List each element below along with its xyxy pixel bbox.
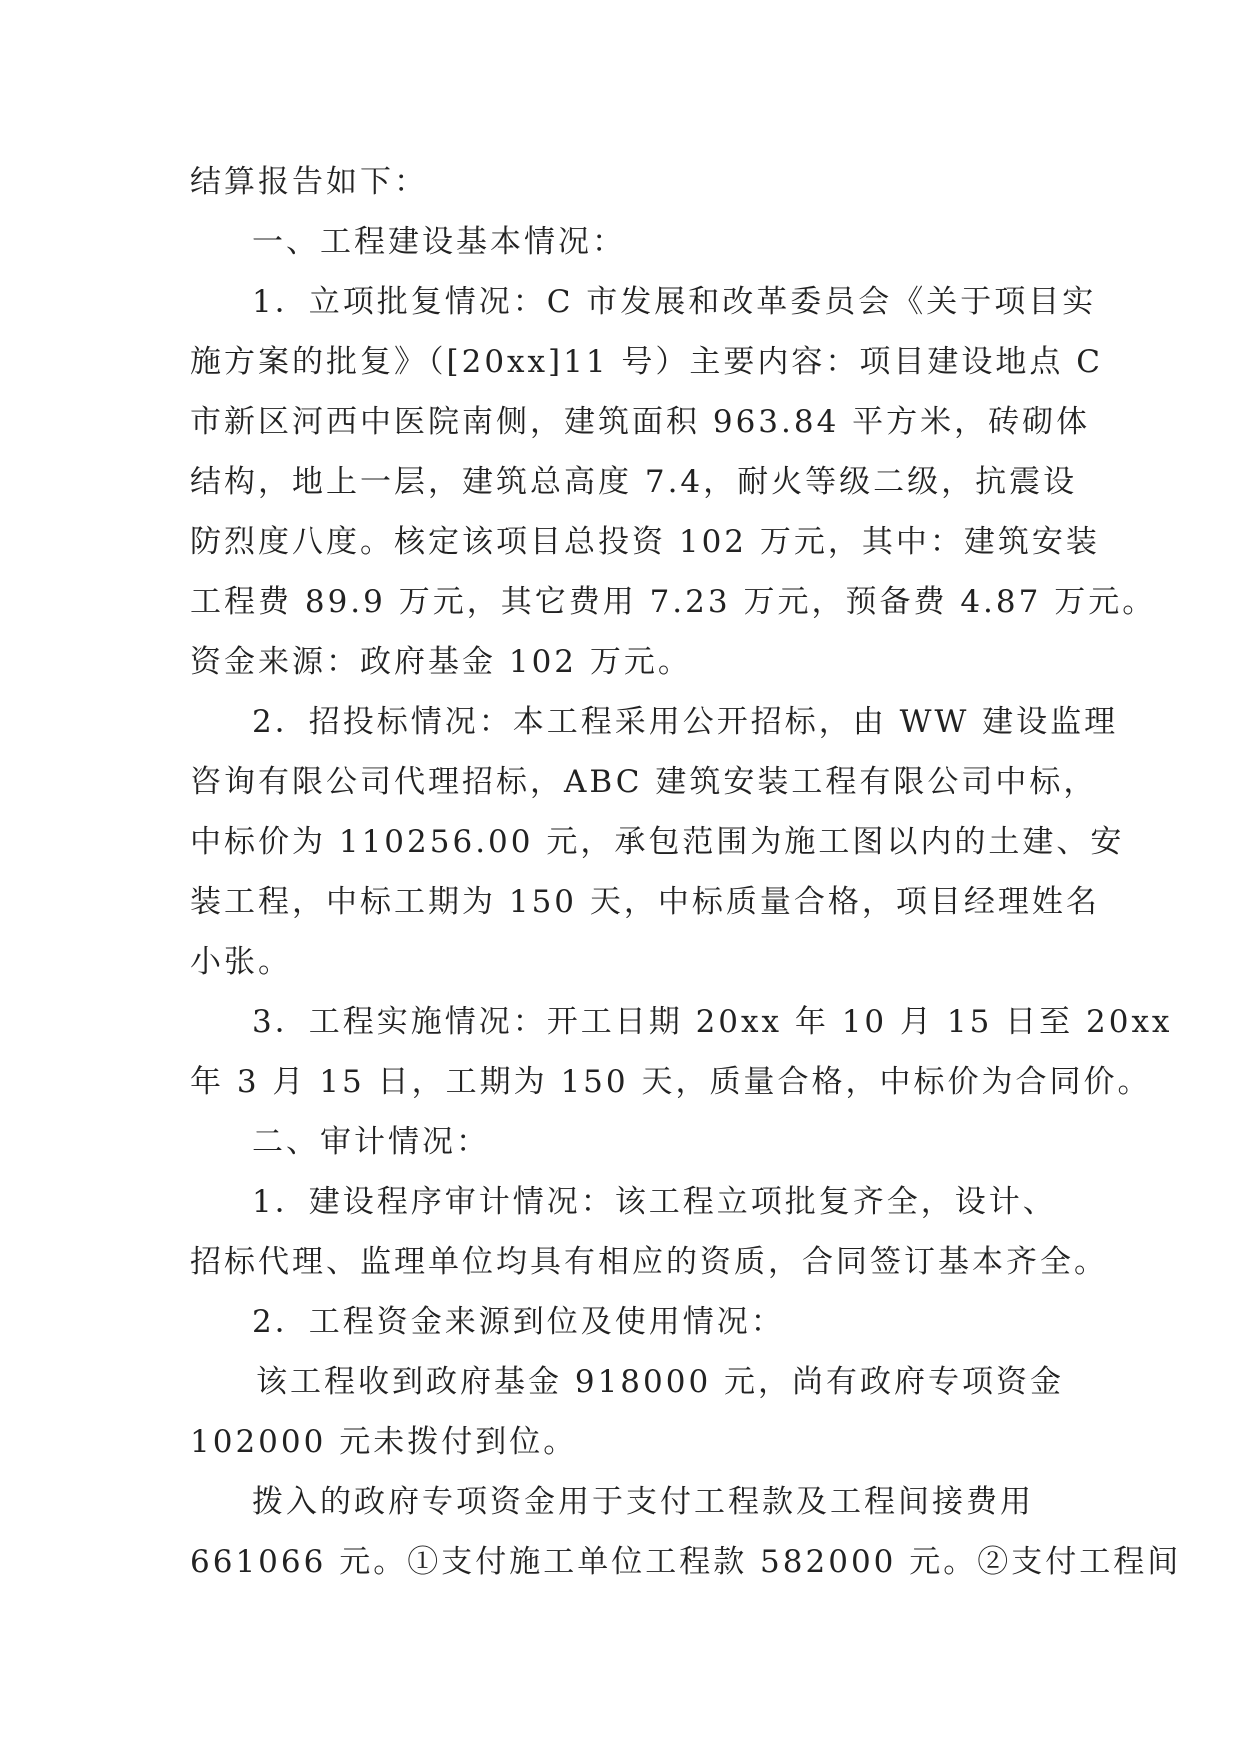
text-line-3: 1．立项批复情况：C 市发展和改革委员会《关于项目实 [252, 284, 1097, 320]
text-line-7: 防烈度八度。核定该项目总投资 102 万元，其中：建筑安装 [190, 524, 1100, 560]
text-line-8: 工程费 89.9 万元，其它费用 7.23 万元，预备费 4.87 万元。 [190, 584, 1157, 620]
text-line-1: 结算报告如下： [190, 164, 428, 200]
text-line-24: 661066 元。①支付施工单位工程款 582000 元。②支付工程间 [190, 1544, 1182, 1580]
text-line-10: 2．招投标情况：本工程采用公开招标，由 WW 建设监理 [252, 704, 1119, 740]
document-body [190, 152, 1182, 1592]
text-line-18: 1．建设程序审计情况：该工程立项批复齐全，设计、 [252, 1184, 1057, 1220]
section-heading-2: 二、审计情况： [252, 1124, 490, 1160]
text-line-4: 施方案的批复》（[20xx]11 号）主要内容：项目建设地点 C [190, 344, 1103, 380]
text-line-16: 年 3 月 15 日，工期为 150 天，质量合格，中标价为合同价。 [190, 1064, 1152, 1100]
text-line-9: 资金来源：政府基金 102 万元。 [190, 644, 692, 680]
text-line-13: 装工程，中标工期为 150 天，中标质量合格，项目经理姓名 [190, 884, 1100, 920]
text-line-19: 招标代理、监理单位均具有相应的资质，合同签订基本齐全。 [190, 1244, 1108, 1280]
text-line-11: 咨询有限公司代理招标，ABC 建筑安装工程有限公司中标， [190, 764, 1098, 800]
text-line-5: 市新区河西中医院南侧，建筑面积 963.84 平方米，砖砌体 [190, 404, 1091, 440]
text-line-23: 拨入的政府专项资金用于支付工程款及工程间接费用 [252, 1484, 1034, 1520]
text-line-14: 小张。 [190, 944, 292, 980]
text-line-6: 结构，地上一层，建筑总高度 7.4，耐火等级二级，抗震设 [190, 464, 1078, 500]
text-line-15: 3．工程实施情况：开工日期 20xx 年 10 月 15 日至 20xx [252, 1004, 1173, 1040]
text-line-22: 102000 元未拨付到位。 [190, 1424, 578, 1460]
text-line-21: 该工程收到政府基金 918000 元，尚有政府专项资金 [256, 1364, 1065, 1400]
section-heading-1: 一、工程建设基本情况： [252, 224, 626, 260]
text-line-12: 中标价为 110256.00 元，承包范围为施工图以内的土建、安 [190, 824, 1125, 860]
text-line-20: 2．工程资金来源到位及使用情况： [252, 1304, 785, 1340]
